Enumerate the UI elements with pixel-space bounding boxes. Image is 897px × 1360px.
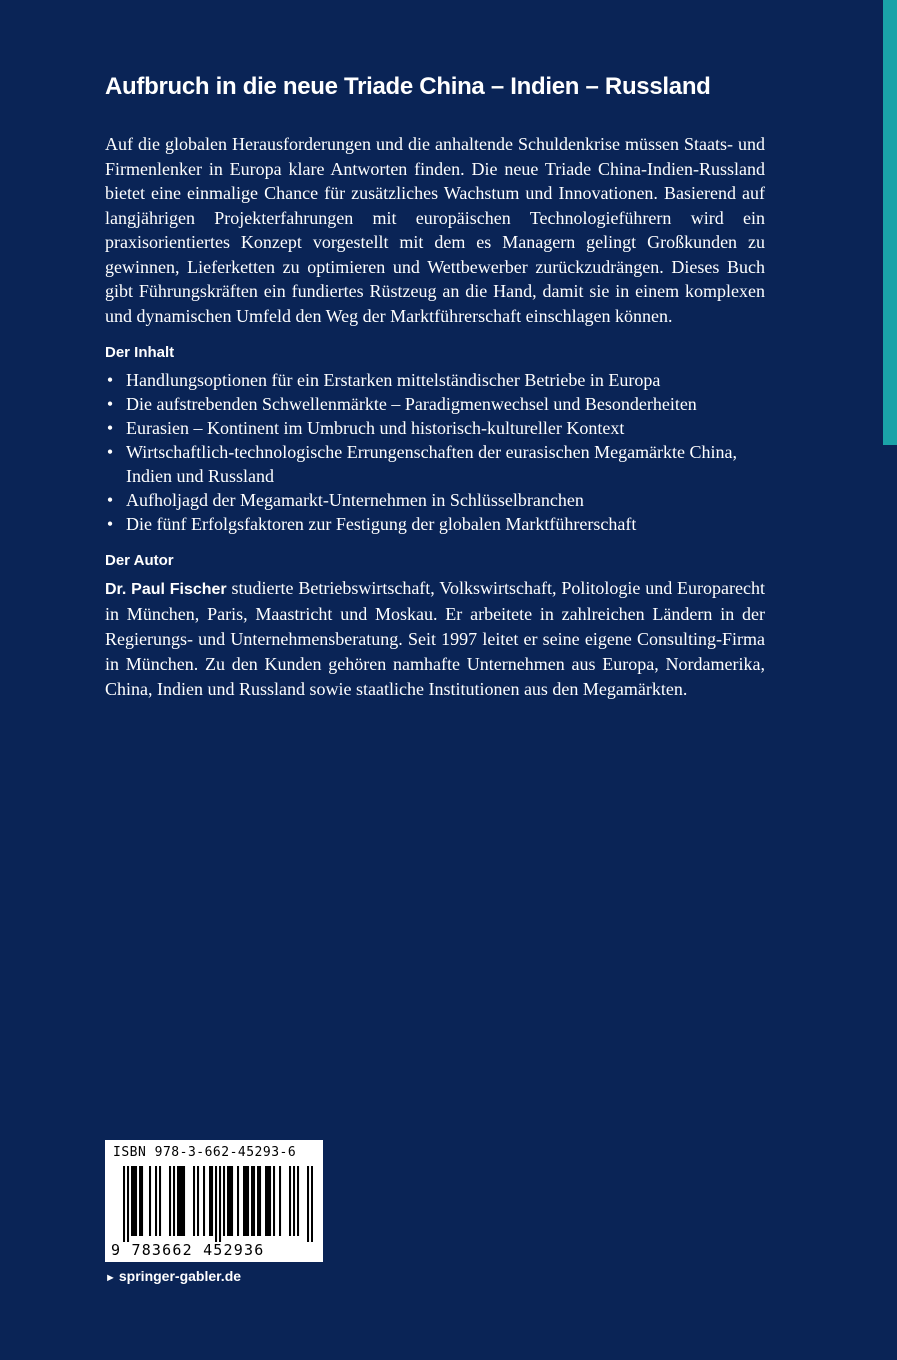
barcode-bar <box>211 1166 213 1236</box>
list-item-text: Eurasien – Kontinent im Umbruch und historisch-kultureller Kontext <box>126 418 625 438</box>
barcode-bar <box>311 1166 313 1242</box>
barcode-bar <box>251 1166 253 1236</box>
barcode-bar <box>267 1166 269 1236</box>
author-name: Dr. Paul Fischer <box>105 581 227 598</box>
barcode-bar <box>141 1166 143 1236</box>
barcode-bar <box>135 1166 137 1236</box>
list-item-text: Handlungsoptionen für ein Erstarken mittelständischer Betriebe in Europa <box>126 370 661 390</box>
list-item <box>105 512 765 536</box>
barcode-bar <box>231 1166 233 1236</box>
barcode-bar <box>257 1166 259 1236</box>
barcode-bar <box>169 1166 171 1236</box>
list-item-text: Aufholjagd der Megamarkt-Unternehmen in Schlüsselbranchen <box>126 490 584 510</box>
barcode-bar <box>183 1166 185 1236</box>
barcode-bar <box>219 1166 221 1242</box>
barcode-bar <box>127 1166 129 1242</box>
list-item <box>105 392 765 416</box>
barcode-bar <box>197 1166 199 1236</box>
barcode-bar <box>149 1166 151 1236</box>
barcode-bar <box>179 1166 181 1236</box>
barcode-bar <box>181 1166 183 1236</box>
contents-heading: Der Inhalt <box>105 344 175 361</box>
barcode-bar <box>209 1166 211 1236</box>
barcode-bar <box>139 1166 141 1236</box>
author-heading: Der Autor <box>105 552 174 569</box>
barcode-bar <box>223 1166 225 1236</box>
barcode-bar <box>203 1166 205 1236</box>
publisher-website[interactable] <box>105 1267 241 1287</box>
back-cover-content <box>105 70 765 702</box>
barcode-bar <box>293 1166 295 1236</box>
barcode-bar <box>297 1166 299 1236</box>
barcode-bar <box>243 1166 245 1236</box>
barcode-bar <box>159 1166 161 1236</box>
barcode-bar <box>131 1166 133 1236</box>
arrow-right-icon: ► <box>105 1272 116 1284</box>
bullet-icon: • <box>106 442 114 462</box>
barcode-bar <box>237 1166 239 1236</box>
barcode-bar <box>215 1166 217 1242</box>
isbn-label: ISBN 978-3-662-45293-6 <box>113 1145 297 1160</box>
barcode-bar <box>269 1166 271 1236</box>
barcode-bar <box>133 1166 135 1236</box>
author-bio <box>105 576 765 702</box>
barcode-bar <box>177 1166 179 1236</box>
barcode-bar <box>307 1166 309 1242</box>
contents-list <box>105 368 765 536</box>
bullet-icon: • <box>106 370 114 390</box>
barcode-bar <box>247 1166 249 1236</box>
list-item-text: Wirtschaftlich-technologische Errungenschaften der eurasischen Megamärkte China, Indien und Russland <box>126 442 738 486</box>
book-description: Auf die globalen Herausforderungen und die anhaltende Schuldenkrise müssen Staats- und Firmenlenker in Europa klare Antworten finden. Die neue Triade China-Indien-Russland bietet eine einmalige Chance für zusätzliches Wachstum und Innovationen. Basierend auf langjährigen Projekterfahrungen mit europäischen Technologieführern wird ein praxisorientiertes Konzept vorgestellt mit dem es Managern gelingt Großkunden zu gewinnen, Lieferketten zu optimieren und Wettbewerber zurückzudrängen. Dieses Buch gibt Führungskräften ein fundiertes Rüstzeug an die Hand, damit sie in einem komplexen und dynamischen Umfeld den Weg der Marktführerschaft einschlagen können. <box>105 134 765 326</box>
bullet-icon: • <box>106 418 114 438</box>
list-item <box>105 440 765 488</box>
author-bio-text: studierte Betriebswirtschaft, Volkswirtschaft, Politologie und Europarecht in München, Paris, Maastricht und Moskau. Er arbeitete in zahlreichen Ländern in der Regierungs- und Unternehmensberatung. Seit 1997 leitet er seine eigene Consulting-Firma in München. Zu den Kunden gehören namhafte Unternehmen aus Europa, Nordamerika, China, Indien und Russland sowie staatliche Institutionen aus den Megamärkten. <box>105 578 766 699</box>
ean-digits: 9 783662 452936 <box>111 1241 265 1259</box>
list-item <box>105 416 765 440</box>
barcode-bar <box>253 1166 255 1236</box>
barcode-bar <box>245 1166 247 1236</box>
barcode-bar <box>229 1166 231 1236</box>
bullet-icon: • <box>106 490 114 510</box>
barcode-bar <box>279 1166 281 1236</box>
barcode-bar <box>155 1166 157 1236</box>
website-url: springer-gabler.de <box>118 1268 242 1284</box>
barcode-bar <box>123 1166 125 1242</box>
list-item-text: Die aufstrebenden Schwellenmärkte – Paradigmenwechsel und Besonderheiten <box>126 394 697 414</box>
barcode-bar <box>273 1166 275 1236</box>
barcode-bar <box>259 1166 261 1236</box>
book-title: Aufbruch in die neue Triade China – Indien – Russland <box>105 73 711 100</box>
barcode-bar <box>227 1166 229 1236</box>
barcode-bars <box>123 1166 313 1242</box>
barcode-bar <box>173 1166 175 1236</box>
bullet-icon: • <box>106 394 114 414</box>
list-item <box>105 488 765 512</box>
bullet-icon: • <box>106 514 114 534</box>
isbn-barcode <box>105 1140 323 1262</box>
barcode-bar <box>265 1166 267 1236</box>
list-item <box>105 368 765 392</box>
barcode-bar <box>289 1166 291 1236</box>
barcode-bar <box>193 1166 195 1236</box>
list-item-text: Die fünf Erfolgsfaktoren zur Festigung der globalen Marktführerschaft <box>126 514 637 534</box>
accent-stripe <box>883 0 897 445</box>
